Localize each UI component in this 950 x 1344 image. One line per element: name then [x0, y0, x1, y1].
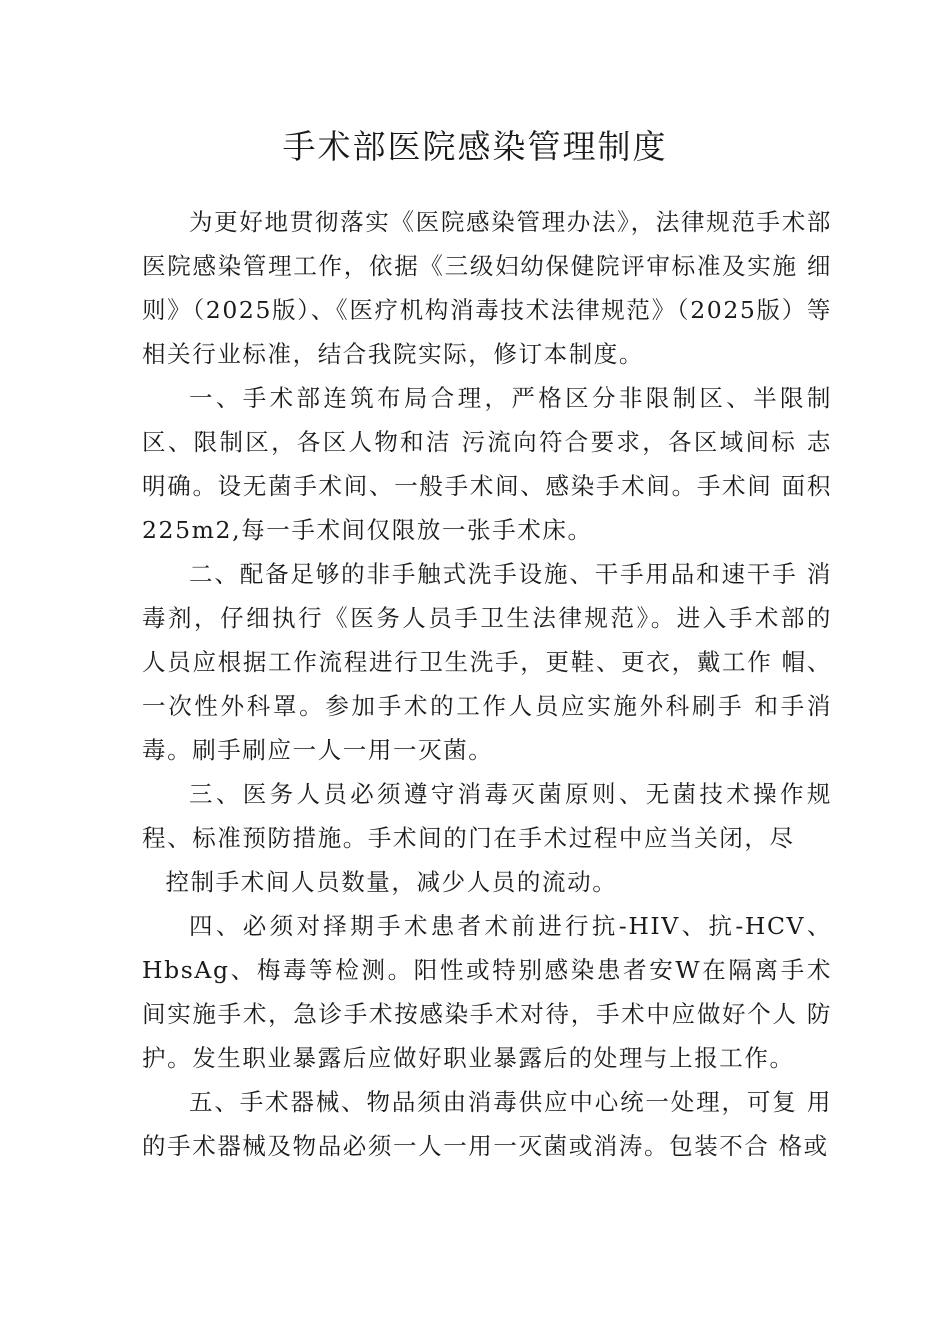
- document-title: 手术部医院感染管理制度: [282, 127, 668, 167]
- paragraph-section-3: 三、医务人员必须遵守消毒灭菌原则、无菌技术操作规程、标准预防措施。手术间的门在手术过程中应当关闭，尽: [142, 780, 832, 852]
- paragraph-section-2: 二、配备足够的非手触式洗手设施、干手用品和速干手 消毒剂，仔细执行《医务人员手卫生法律规范》。进入手术部的人员应根据工作流程进行卫生洗手，更鞋、更衣，戴工作 帽、一次性外科罩。参加手术的工作人员应实施外科刷手 和手消毒。刷手刷应一人一用一灭菌。: [142, 560, 832, 764]
- paragraph-section-3-continued: 控制手术间人员数量，减少人员的流动。: [165, 868, 618, 896]
- paragraph-section-4: 四、必须对择期手术患者术前进行抗-HIV、抗-HCV、HbsAg、梅毒等检测。阳性或特别感染患者安W在隔离手术 间实施手术，急诊手术按感染手术对待，手术中应做好个人 防护。发生职业暴露后应做好职业暴露后的处理与上报工作。: [142, 912, 832, 1072]
- document-body: [142, 200, 832, 1168]
- paragraph-section-1: 一、手术部连筑布局合理，严格区分非限制区、半限制区、限制区，各区人物和洁 污流向符合要求，各区域间标 志明确。设无菌手术间、一般手术间、感染手术间。手术间 面积225m2,每一手术间仅限放一张手术床。: [142, 384, 832, 544]
- paragraph-section-5: 五、手术器械、物品须由消毒供应中心统一处理，可复 用的手术器械及物品必须一人一用一灭菌或消涛。包装不合 格或: [142, 1088, 832, 1160]
- paragraph-intro: 为更好地贯彻落实《医院感染管理办法》，法律规范手术部医院感染管理工作，依据《三级妇幼保健院评审标准及实施 细则》（2025版）、《医疗机构消毒技术法律规范》（2025版）等 相关行业标准，结合我院实际，修订本制度。: [142, 208, 832, 368]
